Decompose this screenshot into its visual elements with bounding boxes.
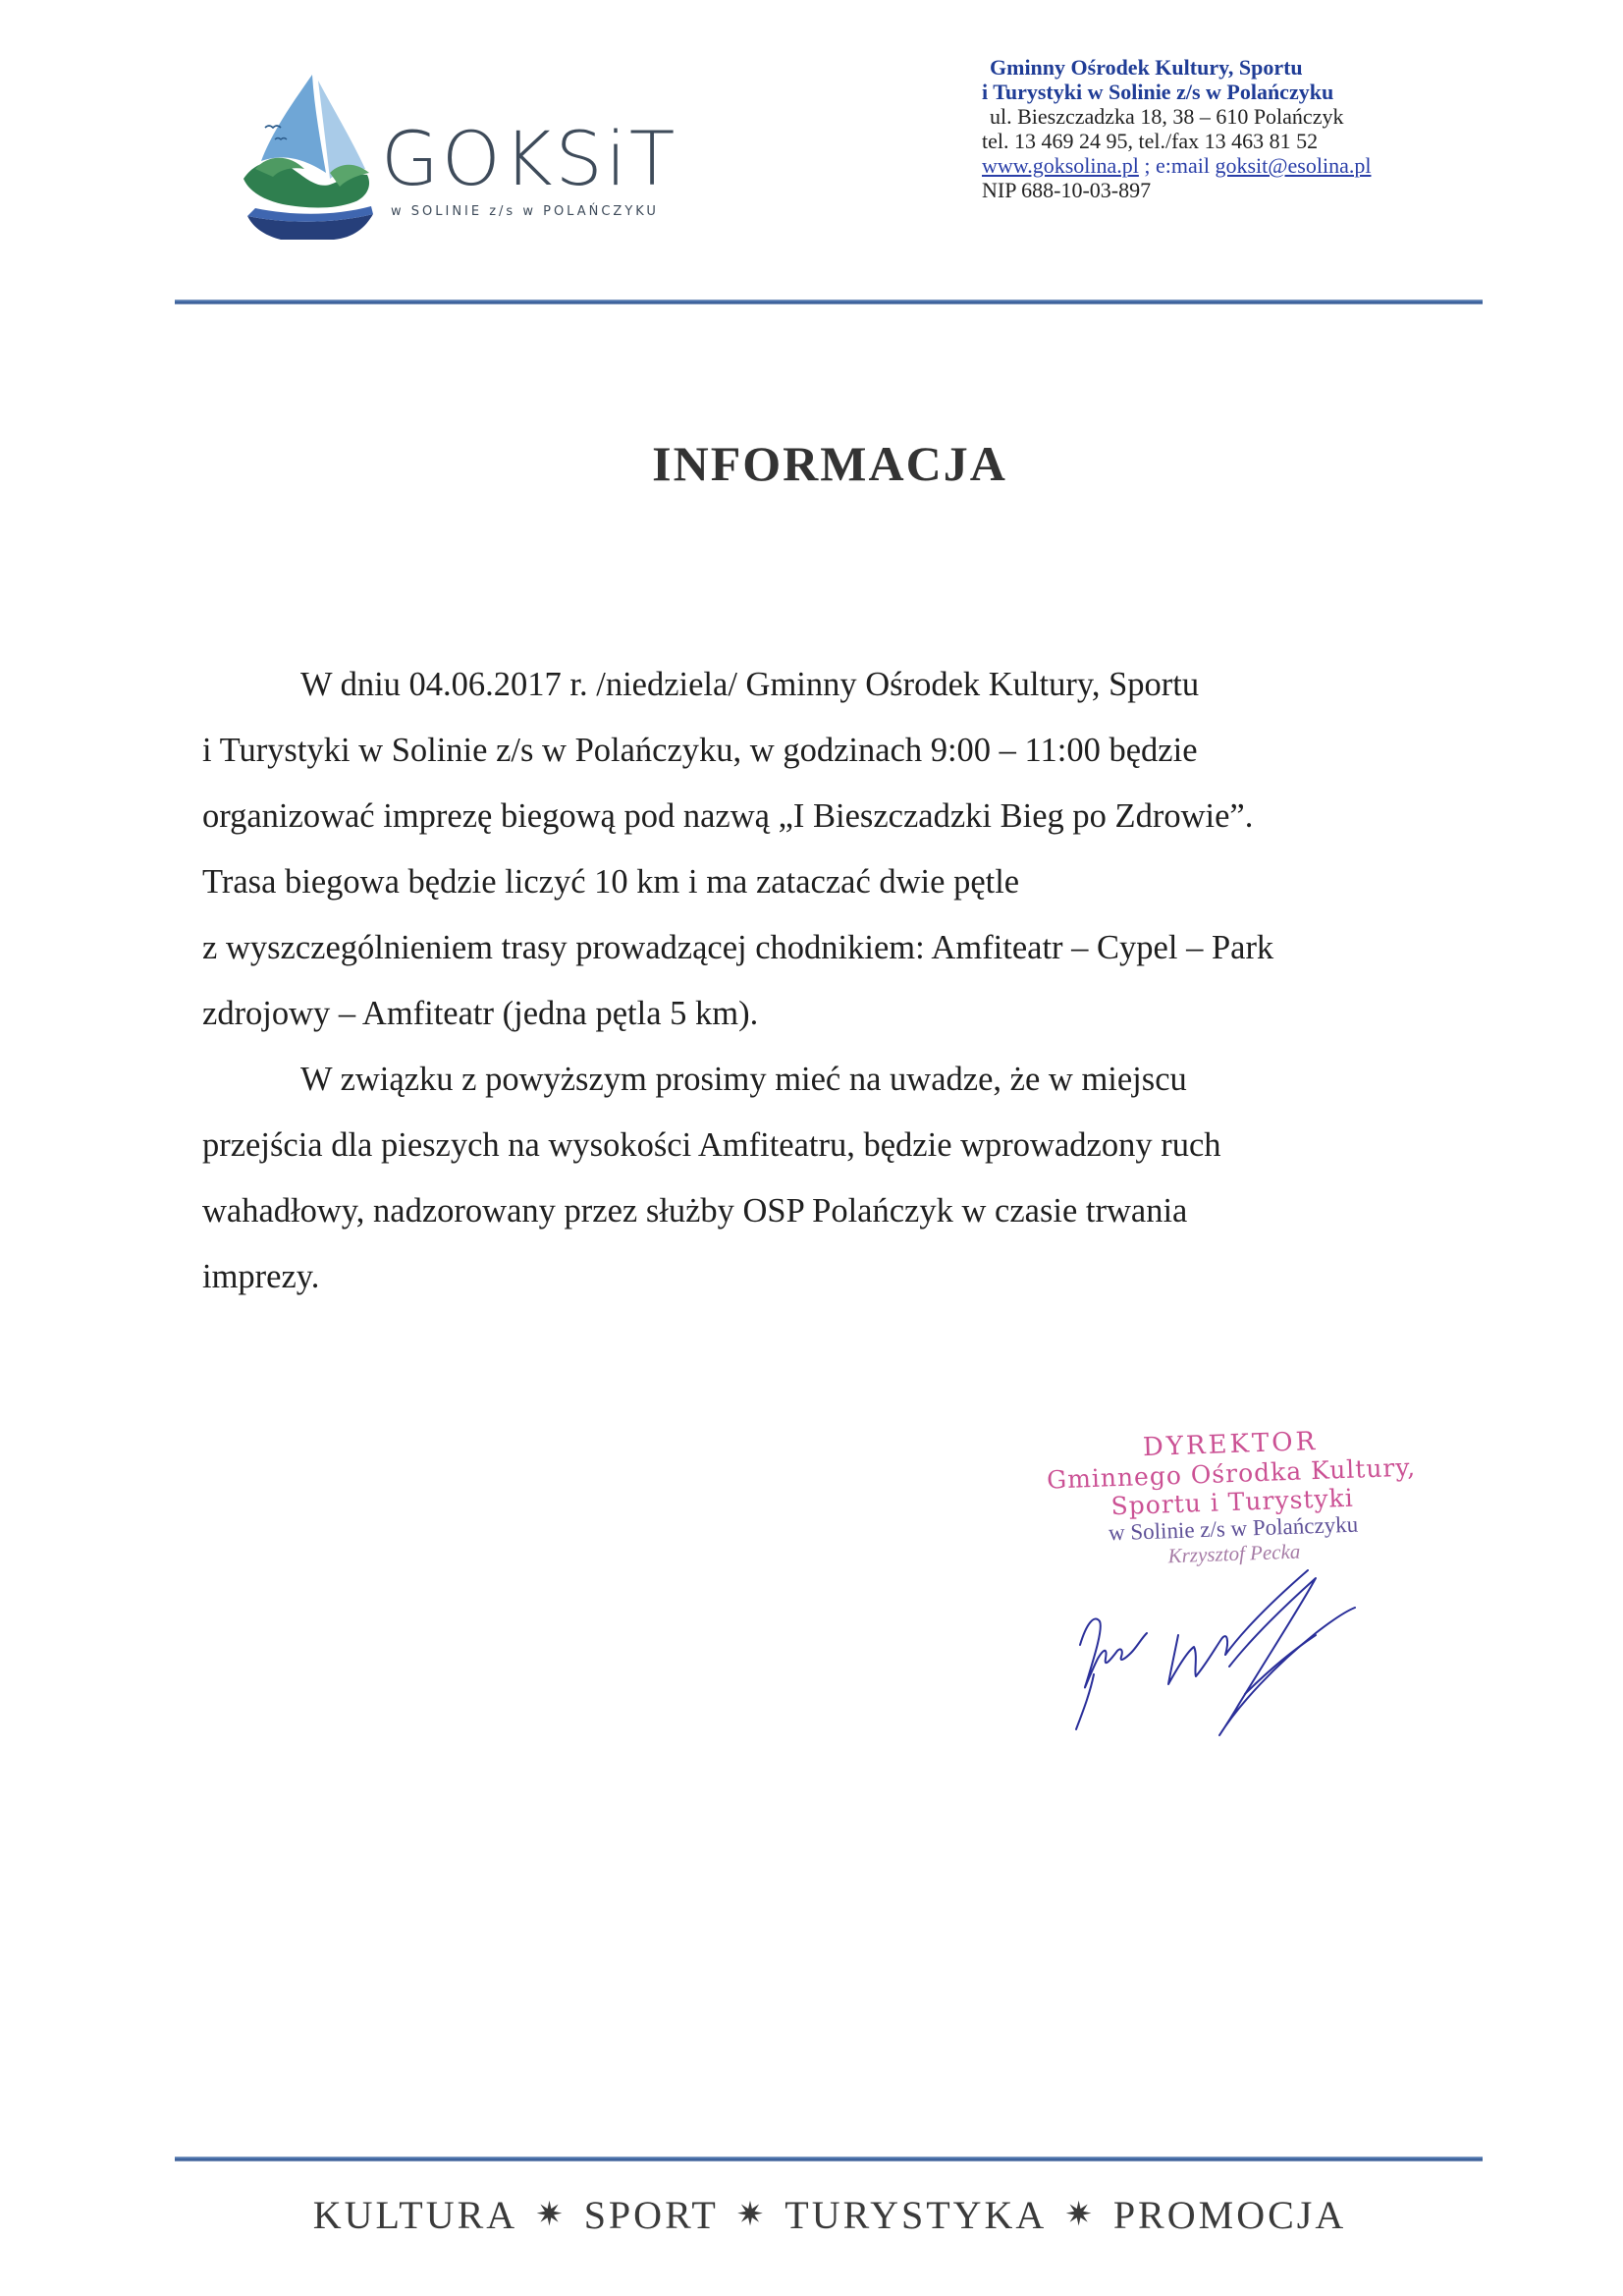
org-name-line1: Gminny Ośrodek Kultury, Sportu <box>990 55 1303 80</box>
organization-header <box>982 55 1371 202</box>
sailboat-logo-icon <box>236 71 383 243</box>
stamp-org-line1: Gminnego Ośrodka Kultury, <box>1046 1452 1417 1495</box>
handwritten-signature <box>1021 1557 1492 1753</box>
stamp-title: DYREKTOR <box>1142 1426 1319 1463</box>
body-line: i Turystyki w Solinie z/s w Polańczyku, w godzinach 9:00 – 11:00 będzie <box>202 732 1198 769</box>
body-line: z wyszczególnieniem trasy prowadzącej chodnikiem: Amfiteatr – Cypel – Park <box>202 929 1274 966</box>
website-link[interactable]: www.goksolina.pl <box>982 153 1139 178</box>
stamp-location: w Solinie z/s w Polańczyku <box>1108 1511 1359 1546</box>
footer-item-kultura: KULTURA <box>312 2193 518 2237</box>
star-separator-icon: ✷ <box>735 2197 768 2233</box>
org-name-line2: i Turystyki w Solinie z/s w Polańczyku <box>982 80 1334 104</box>
org-address: ul. Bieszczadzka 18, 38 – 610 Polańczyk <box>990 104 1344 129</box>
body-line: przejścia dla pieszych na wysokości Amfiteatru, będzie wprowadzony ruch <box>202 1126 1221 1164</box>
footer-item-sport: SPORT <box>583 2193 719 2237</box>
body-line: wahadłowy, nadzorowany przez służby OSP Polańczyk w czasie trwania <box>202 1192 1188 1230</box>
body-line: imprezy. <box>202 1258 320 1295</box>
org-contact-line <box>982 153 1371 178</box>
body-line: zdrojowy – Amfiteatr (jedna pętla 5 km). <box>202 995 759 1032</box>
star-separator-icon: ✷ <box>535 2197 567 2233</box>
footer-item-promocja: PROMOCJA <box>1112 2193 1347 2237</box>
body-line: organizować imprezę biegową pod nazwą „I Bieszczadzki Bieg po Zdrowie”. <box>202 797 1254 835</box>
stamp-name: Krzysztof Pecka <box>1167 1539 1301 1568</box>
footer-motto <box>0 2192 1623 2238</box>
org-phone: tel. 13 469 24 95, tel./fax 13 463 81 52 <box>982 129 1319 153</box>
footer-item-turystyka: TURYSTYKA <box>784 2193 1048 2237</box>
email-label: ; e:mail <box>1138 153 1216 178</box>
org-nip: NIP 688-10-03-897 <box>982 178 1152 202</box>
director-stamp <box>1000 1422 1466 1574</box>
star-separator-icon: ✷ <box>1064 2197 1096 2233</box>
goksit-logo <box>236 71 687 247</box>
body-line: W dniu 04.06.2017 r. /niedziela/ Gminny Ośrodek Kultury, Sportu <box>300 666 1200 703</box>
body-line: Trasa biegowa będzie liczyć 10 km i ma zataczać dwie pętle <box>202 863 1020 901</box>
logo-subtitle: w SOLINIE z/s w POLAŃCZYKU <box>391 204 659 219</box>
document-title: INFORMACJA <box>652 436 1007 491</box>
footer-divider <box>175 2157 1483 2161</box>
document-body <box>202 652 1479 1310</box>
stamp-org-line2: Sportu i Turystyki <box>1110 1483 1355 1521</box>
header-divider <box>175 300 1483 304</box>
body-line: W związku z powyższym prosimy mieć na uwadze, że w miejscu <box>300 1061 1187 1098</box>
email-link[interactable]: goksit@esolina.pl <box>1215 153 1372 178</box>
logo-wordmark: GOKSiT <box>381 115 678 202</box>
